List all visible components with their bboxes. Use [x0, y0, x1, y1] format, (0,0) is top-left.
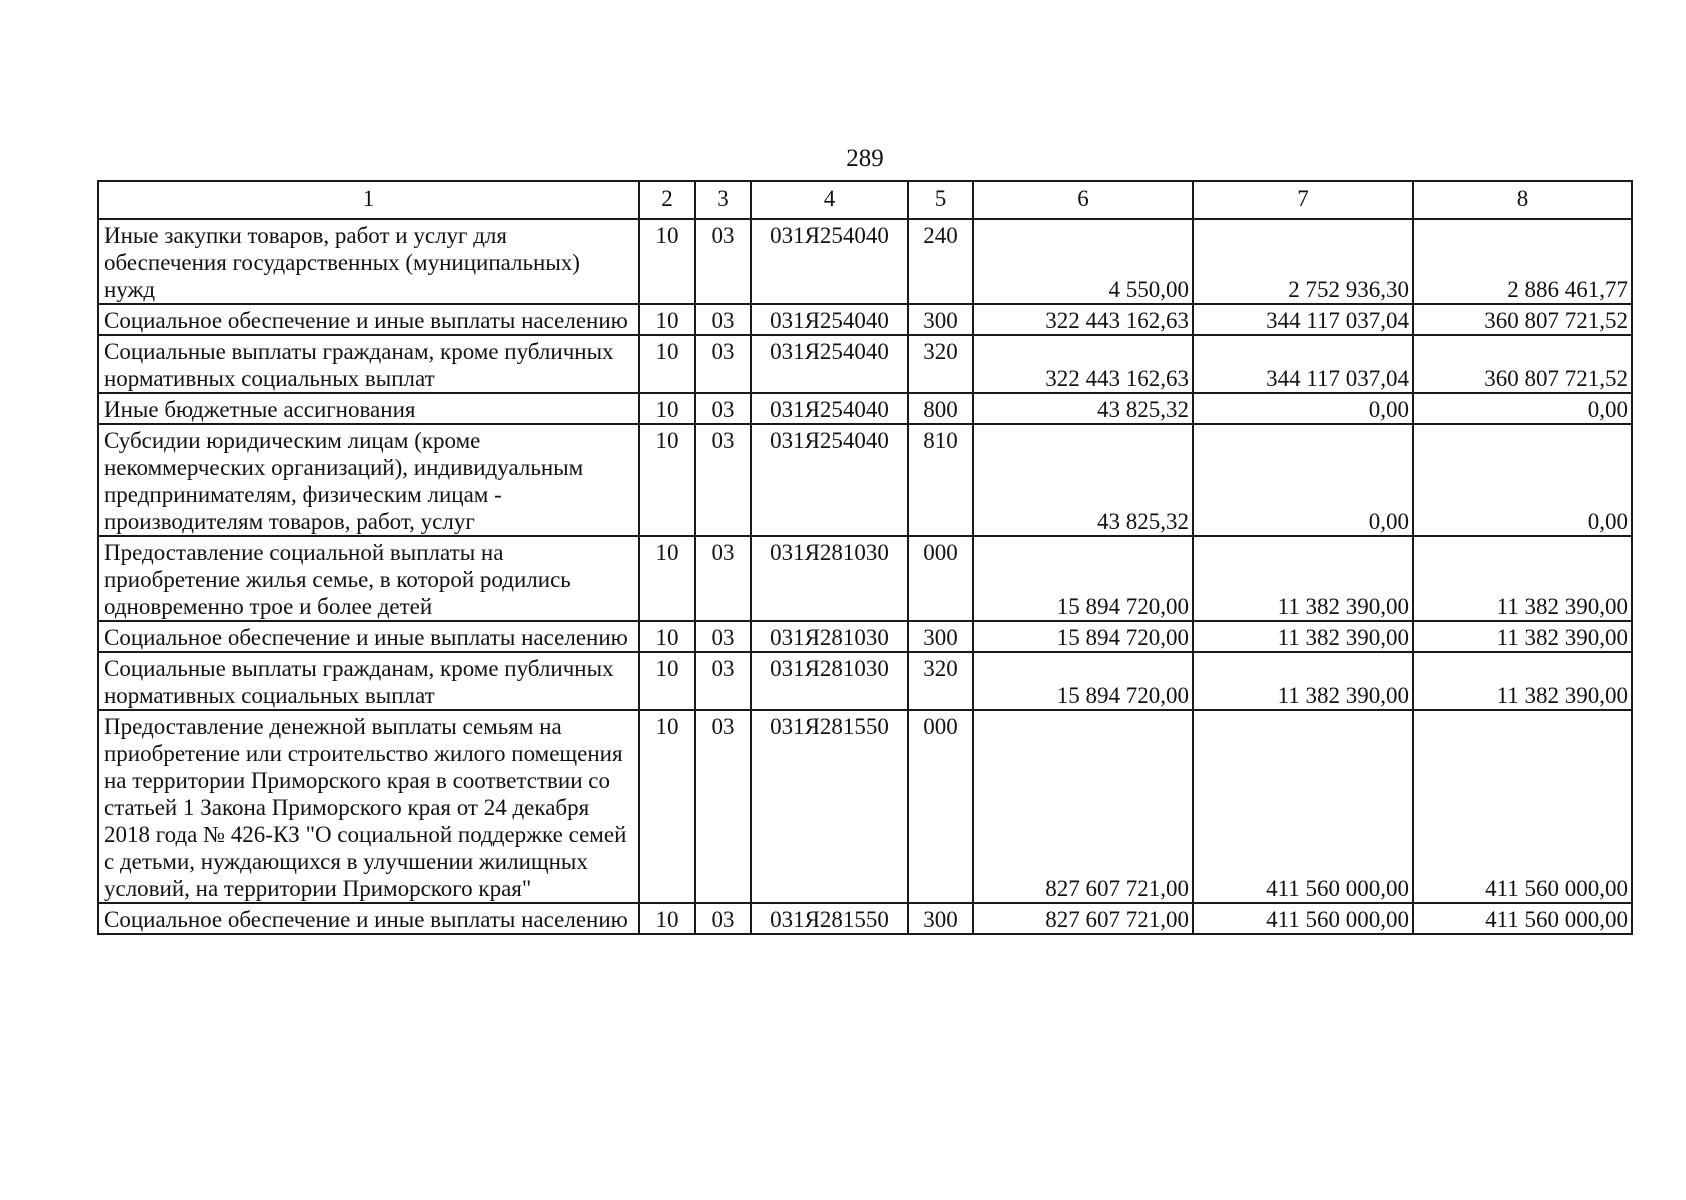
column-header-4: 4	[751, 181, 908, 219]
amount-col-7: 11 382 390,00	[1193, 536, 1413, 621]
table-row	[98, 536, 1632, 621]
budget-table	[97, 180, 1633, 935]
amount-col-7: 11 382 390,00	[1193, 621, 1413, 652]
amount-col-8: 11 382 390,00	[1413, 536, 1632, 621]
expense-type-code: 300	[908, 903, 973, 934]
row-name: Социальное обеспечение и иные выплаты населению	[98, 621, 639, 652]
subsection-code: 03	[695, 304, 751, 335]
expense-type-code: 300	[908, 621, 973, 652]
subsection-code: 03	[695, 652, 751, 710]
amount-col-7: 2 752 936,30	[1193, 219, 1413, 304]
subsection-code: 03	[695, 710, 751, 903]
table-row	[98, 304, 1632, 335]
column-header-3: 3	[695, 181, 751, 219]
target-article-code: 031Я281030	[751, 621, 908, 652]
row-name: Социальные выплаты гражданам, кроме публичных нормативных социальных выплат	[98, 652, 639, 710]
subsection-code: 03	[695, 335, 751, 393]
amount-col-8: 2 886 461,77	[1413, 219, 1632, 304]
row-name: Предоставление социальной выплаты на приобретение жилья семье, в которой родились одновременно трое и более детей	[98, 536, 639, 621]
amount-col-6: 15 894 720,00	[973, 652, 1193, 710]
amount-col-8: 11 382 390,00	[1413, 621, 1632, 652]
column-header-8: 8	[1413, 181, 1632, 219]
amount-col-6: 827 607 721,00	[973, 903, 1193, 934]
section-code: 10	[639, 903, 695, 934]
amount-col-6: 322 443 162,63	[973, 335, 1193, 393]
table-row	[98, 424, 1632, 536]
amount-col-6: 15 894 720,00	[973, 536, 1193, 621]
row-name: Социальные выплаты гражданам, кроме публичных нормативных социальных выплат	[98, 335, 639, 393]
target-article-code: 031Я281030	[751, 652, 908, 710]
amount-col-7: 0,00	[1193, 393, 1413, 424]
column-header-2: 2	[639, 181, 695, 219]
target-article-code: 031Я281550	[751, 710, 908, 903]
table-row	[98, 652, 1632, 710]
column-header-7: 7	[1193, 181, 1413, 219]
page-number: 289	[846, 145, 884, 172]
amount-col-8: 411 560 000,00	[1413, 710, 1632, 903]
target-article-code: 031Я254040	[751, 335, 908, 393]
section-code: 10	[639, 304, 695, 335]
amount-col-7: 11 382 390,00	[1193, 652, 1413, 710]
amount-col-7: 0,00	[1193, 424, 1413, 536]
table-row	[98, 621, 1632, 652]
row-name: Иные бюджетные ассигнования	[98, 393, 639, 424]
table-header-row	[98, 181, 1632, 219]
section-code: 10	[639, 536, 695, 621]
section-code: 10	[639, 710, 695, 903]
amount-col-6: 15 894 720,00	[973, 621, 1193, 652]
expense-type-code: 240	[908, 219, 973, 304]
row-name: Социальное обеспечение и иные выплаты населению	[98, 903, 639, 934]
subsection-code: 03	[695, 536, 751, 621]
expense-type-code: 300	[908, 304, 973, 335]
target-article-code: 031Я254040	[751, 424, 908, 536]
amount-col-6: 827 607 721,00	[973, 710, 1193, 903]
amount-col-8: 11 382 390,00	[1413, 652, 1632, 710]
column-header-5: 5	[908, 181, 973, 219]
subsection-code: 03	[695, 424, 751, 536]
section-code: 10	[639, 652, 695, 710]
row-name: Иные закупки товаров, работ и услуг для обеспечения государственных (муниципальных) нужд	[98, 219, 639, 304]
target-article-code: 031Я254040	[751, 219, 908, 304]
amount-col-7: 411 560 000,00	[1193, 710, 1413, 903]
section-code: 10	[639, 335, 695, 393]
row-name: Социальное обеспечение и иные выплаты населению	[98, 304, 639, 335]
row-name: Предоставление денежной выплаты семьям на приобретение или строительство жилого помещения на территории Приморского края в соответствии со статьей 1 Закона Приморского края от 24 декабря 2018 года № 426-КЗ "О социальной поддержке семей с детьми, нуждающихся в улучшении жилищных условий, на территории Приморского края"	[98, 710, 639, 903]
amount-col-6: 322 443 162,63	[973, 304, 1193, 335]
expense-type-code: 000	[908, 710, 973, 903]
table-row	[98, 393, 1632, 424]
amount-col-6: 4 550,00	[973, 219, 1193, 304]
target-article-code: 031Я254040	[751, 304, 908, 335]
subsection-code: 03	[695, 621, 751, 652]
row-name: Субсидии юридическим лицам (кроме некоммерческих организаций), индивидуальным предпринимателям, физическим лицам - производителям товаров, работ, услуг	[98, 424, 639, 536]
section-code: 10	[639, 424, 695, 536]
table-row	[98, 335, 1632, 393]
amount-col-7: 344 117 037,04	[1193, 304, 1413, 335]
expense-type-code: 000	[908, 536, 973, 621]
amount-col-8: 411 560 000,00	[1413, 903, 1632, 934]
expense-type-code: 320	[908, 652, 973, 710]
amount-col-7: 411 560 000,00	[1193, 903, 1413, 934]
table-row	[98, 219, 1632, 304]
target-article-code: 031Я254040	[751, 393, 908, 424]
amount-col-6: 43 825,32	[973, 393, 1193, 424]
amount-col-8: 360 807 721,52	[1413, 304, 1632, 335]
expense-type-code: 810	[908, 424, 973, 536]
expense-type-code: 320	[908, 335, 973, 393]
table-row	[98, 903, 1632, 934]
target-article-code: 031Я281030	[751, 536, 908, 621]
amount-col-8: 0,00	[1413, 393, 1632, 424]
amount-col-7: 344 117 037,04	[1193, 335, 1413, 393]
table-row	[98, 710, 1632, 903]
expense-type-code: 800	[908, 393, 973, 424]
subsection-code: 03	[695, 393, 751, 424]
amount-col-6: 43 825,32	[973, 424, 1193, 536]
column-header-6: 6	[973, 181, 1193, 219]
target-article-code: 031Я281550	[751, 903, 908, 934]
column-header-1: 1	[98, 181, 639, 219]
subsection-code: 03	[695, 219, 751, 304]
section-code: 10	[639, 219, 695, 304]
section-code: 10	[639, 621, 695, 652]
subsection-code: 03	[695, 903, 751, 934]
amount-col-8: 0,00	[1413, 424, 1632, 536]
section-code: 10	[639, 393, 695, 424]
amount-col-8: 360 807 721,52	[1413, 335, 1632, 393]
